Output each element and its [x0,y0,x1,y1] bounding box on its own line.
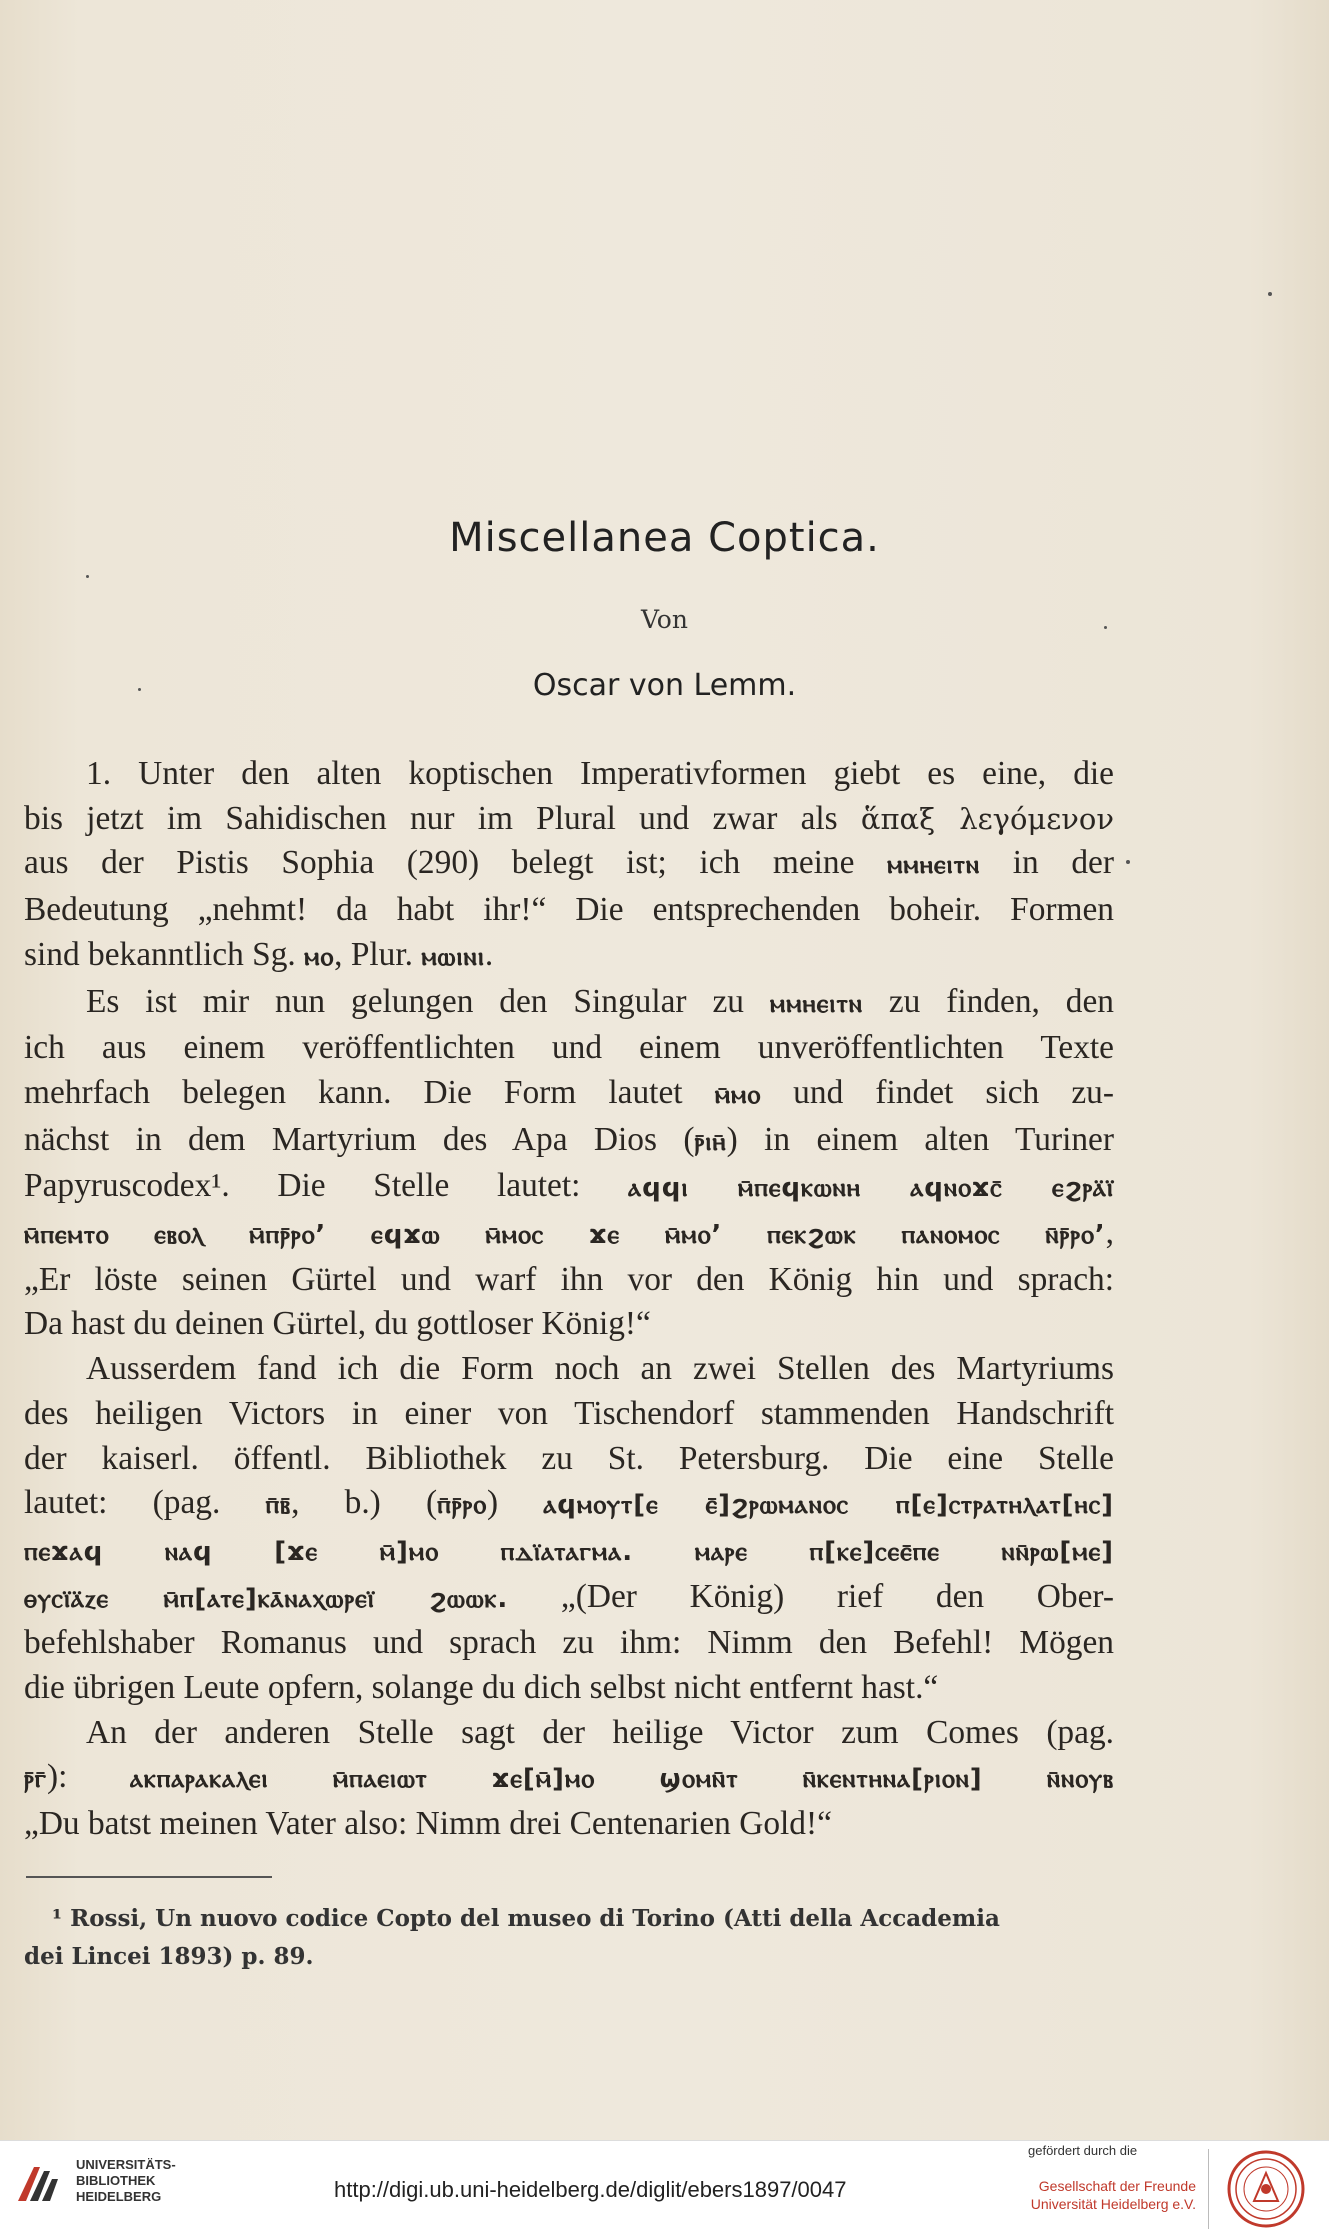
text-line: befehlshaber Romanus und sprach zu ihm: Nimm den Befehl! Mögen [24,1624,1114,1662]
footnote [24,1900,1114,1976]
text-line: 1. Unter den alten koptischen Imperativformen giebt es eine, die [86,755,1114,792]
society-name[interactable]: Gesellschaft der Freunde Universität Heidelberg e.V. [1030,2178,1196,2212]
text-line: ⲙ̄ⲡⲉⲙⲧⲟ ⲉⲃⲟⲗ ⲙ̄ⲡⲣ̄ⲣⲟ’ ⲉϥϫⲱ ⲙ̄ⲙⲟⲥ ϫⲉ ⲙ̄ⲙⲟ’ ⲡⲉⲕϩⲱⲕ ⲡⲁⲛⲟⲙⲟⲥ ⲛ̄ⲣ̄ⲣⲟ’, [24,1214,1114,1252]
scan-speck [1268,292,1272,296]
text-line: nächst in dem Martyrium des Apa Dios (ⲣ̄ⲓⲏ̄) in einem alten Turiner [24,1120,1114,1158]
text-line: mehrfach belegen kann. Die Form lautet ⲙ̄ⲙⲟ und findet sich zu- [24,1073,1114,1111]
footnote-rule [26,1876,272,1878]
text-line: die übrigen Leute opfern, solange du dich selbst nicht entfernt hast.“ [24,1669,939,1707]
text-line: ⲡⲉϫⲁϥ ⲛⲁϥ [ϫⲉ ⲙ̄]ⲙⲟ ⲡⲇⲓ̈ⲁⲧⲁⲅⲙⲁ. ⲙⲁⲣⲉ ⲡ[ⲕⲉ]ⲥⲉⲉ̄ⲡⲉ ⲛⲛ̄ⲣⲱ[ⲙⲉ] [24,1536,1114,1567]
byline-von: Von [641,605,688,634]
university-seal-icon[interactable] [1226,2149,1306,2229]
text-line: ich aus einem veröffentlichten und einem unveröffentlichten Texte [24,1029,1114,1067]
text-line: aus der Pistis Sophia (290) belegt ist; ich meine ⲙⲙⲏⲉⲓⲧⲛ in der [24,844,1114,882]
permalink-url[interactable]: http://digi.ub.uni-heidelberg.de/diglit/ebers1897/0047 [334,2177,847,2202]
university-library-name[interactable]: UNIVERSITÄTS- BIBLIOTHEK HEIDELBERG [76,2157,176,2204]
text-line: bis jetzt im Sahidischen nur im Plural und zwar als ἅπαξ λεγόμενον [24,799,1114,837]
text-line: „Er löste seinen Gürtel und warf ihn vor den König hin und sprach: [24,1260,1114,1298]
text-line: der kaiserl. öffentl. Bibliothek zu St. Petersburg. Die eine Stelle [24,1439,1114,1477]
article-title: Miscellanea Coptica. [449,515,880,561]
author-name: Oscar von Lemm. [532,668,797,703]
body-text [24,752,1114,1847]
text-line: Es ist mir nun gelungen den Singular zu ⲙⲙⲏⲉⲓⲧⲛ zu finden, den [86,982,1114,1020]
text-line: Papyruscodex¹. Die Stelle lautet: ⲁϥϥⲓ ⲙ̄ⲡⲉϥⲕⲱⲛⲏ ⲁϥⲛⲟϫⲥ̄ ⲉϩⲣⲁ̈ⲓ̈ [24,1167,1114,1205]
text-line: ⲑⲩⲥⲓ̈ⲁ̈ⲍⲉ ⲙ̄ⲡ[ⲁⲧⲉ]ⲕⲁ̄ⲛⲁⲭⲱⲣⲉⲓ̈ ϩⲱⲱⲕ. „(Der König) rief den Ober- [24,1577,1114,1615]
scan-speck [86,575,89,578]
scan-speck [1126,860,1130,864]
text-line: An der anderen Stelle sagt der heilige Victor zum Comes (pag. [86,1713,1114,1751]
footer-bar [0,2140,1329,2236]
footnote-line: ¹ Rossi, Un nuovo codice Copto del museo di Torino (Atti della Accademia [52,1905,1000,1932]
text-line: ⲣ̄ⲅ̄): ⲁⲕⲡⲁⲣⲁⲕⲁⲗⲉⲓ ⲙ̄ⲡⲁⲉⲓⲱⲧ ϫⲉ[ⲙ̄]ⲙⲟ ϣⲟⲙⲛ̄ⲧ ⲛ̄ⲕⲉⲛⲧⲏⲛⲁ[ⲣⲓⲟⲛ] ⲛ̄ⲛⲟⲩⲃ [24,1758,1114,1796]
text-line: Da hast du deinen Gürtel, du gottloser König!“ [24,1305,651,1343]
funded-by-label: gefördert durch die [1028,2143,1138,2158]
scan-speck [138,688,141,691]
university-library-logo-icon[interactable] [14,2159,60,2205]
text-line: Bedeutung „nehmt! da habt ihr!“ Die entsprechenden boheir. Formen [24,891,1114,929]
text-line: sind bekanntlich Sg. ⲙⲟ, Plur. ⲙⲱⲓⲛⲓ. [24,935,494,973]
text-line: „Du batst meinen Vater also: Nimm drei Centenarien Gold!“ [24,1805,832,1843]
footnote-line: dei Lincei 1893) p. 89. [24,1943,314,1970]
text-line: des heiligen Victors in einer von Tischendorf stammenden Handschrift [24,1394,1114,1432]
scan-speck [1104,626,1107,629]
footer-divider [1208,2149,1209,2229]
text-line: lautet: (pag. ⲡ̄ⲃ̄, b.) (ⲡ̄ⲣ̄ⲣⲟ) ⲁϥⲙⲟⲩⲧ[ⲉ ⲉ̄]ϩⲣⲱⲙⲁⲛⲟⲥ ⲡ[ⲉ]ⲥⲧⲣⲁⲧⲏⲗⲁⲧ[ⲏⲥ] [24,1484,1115,1522]
text-line: Ausserdem fand ich die Form noch an zwei Stellen des Martyriums [86,1350,1114,1388]
